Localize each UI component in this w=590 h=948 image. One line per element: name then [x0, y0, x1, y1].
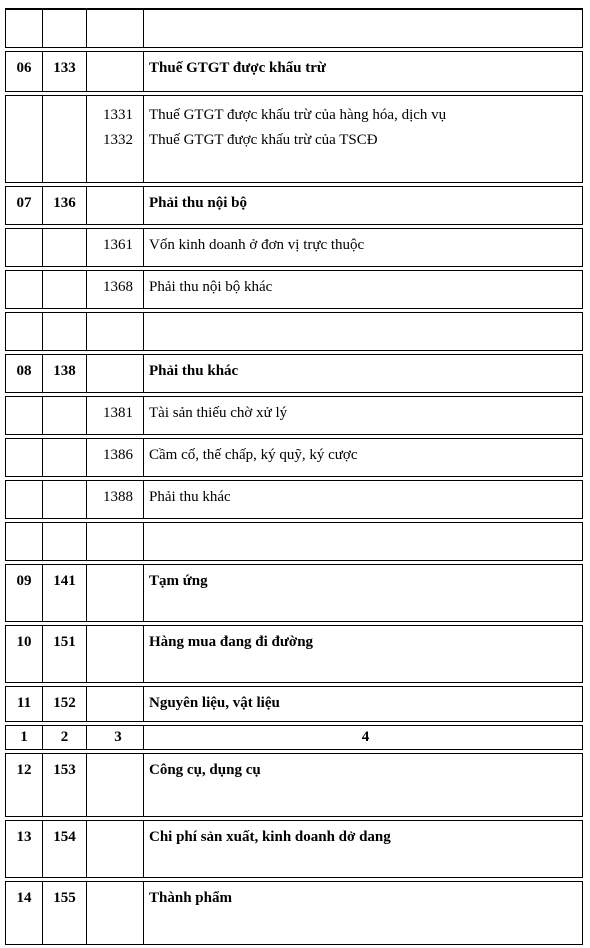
cell-account-level1: [42, 480, 86, 519]
cell-group-number: 06: [5, 51, 42, 92]
cell-account-level2: [86, 522, 143, 561]
cell-account-level1: 151: [42, 625, 86, 683]
cell-account-level2: [86, 753, 143, 817]
cell-account-name: Phải thu nội bộ: [143, 186, 583, 225]
cell-account-name: Tài sản thiếu chờ xử lý: [143, 396, 583, 435]
cell-group-number: 07: [5, 186, 42, 225]
cell-account-name: Chi phí sản xuất, kinh doanh dở dang: [143, 820, 583, 878]
cell-group-number: [5, 270, 42, 309]
cell-account-name: Hàng mua đang đi đường: [143, 625, 583, 683]
cell-account-name: Vốn kinh doanh ở đơn vị trực thuộc: [143, 228, 583, 267]
cell-account-level2: [86, 881, 143, 945]
cell-account-level2: [86, 820, 143, 878]
cell-account-level2: [86, 354, 143, 393]
cell-account-level1: [42, 312, 86, 351]
cell-account-level2: 1331 1332: [86, 95, 143, 183]
cell-account-level1: [42, 228, 86, 267]
cell-account-name: [143, 8, 583, 48]
cell-account-level2: [86, 564, 143, 622]
cell-group-number: [5, 95, 42, 183]
cell-account-level1: [42, 95, 86, 183]
cell-account-level1: 154: [42, 820, 86, 878]
table-row: [5, 438, 583, 477]
table-row: [5, 480, 583, 519]
table-row: [5, 354, 583, 393]
cell-account-level2: [86, 186, 143, 225]
table-body: [5, 8, 583, 945]
chart-of-accounts-table: [5, 5, 583, 948]
table-row: [5, 725, 583, 750]
table-row: [5, 228, 583, 267]
cell-account-level1: [42, 438, 86, 477]
cell-account-name: [143, 312, 583, 351]
table-row: [5, 95, 583, 183]
cell-account-level2: [86, 312, 143, 351]
cell-account-level1: [42, 522, 86, 561]
table-row: [5, 625, 583, 683]
cell-account-level1: 133: [42, 51, 86, 92]
cell-account-level2: 1381: [86, 396, 143, 435]
cell-account-name: Nguyên liệu, vật liệu: [143, 686, 583, 722]
cell-group-number: 1: [5, 725, 42, 750]
cell-group-number: [5, 228, 42, 267]
cell-group-number: 11: [5, 686, 42, 722]
cell-account-level2: 3: [86, 725, 143, 750]
cell-group-number: [5, 522, 42, 561]
cell-account-level1: 153: [42, 753, 86, 817]
table-row: [5, 51, 583, 92]
cell-account-level1: 138: [42, 354, 86, 393]
cell-group-number: [5, 438, 42, 477]
table-row: [5, 753, 583, 817]
cell-group-number: [5, 8, 42, 48]
cell-account-level1: 136: [42, 186, 86, 225]
cell-group-number: 13: [5, 820, 42, 878]
cell-account-level2: [86, 51, 143, 92]
cell-account-name: 4: [143, 725, 583, 750]
cell-account-name: Phải thu nội bộ khác: [143, 270, 583, 309]
cell-account-level2: 1386: [86, 438, 143, 477]
cell-account-name: Thành phẩm: [143, 881, 583, 945]
table-row: [5, 312, 583, 351]
table-row: [5, 820, 583, 878]
cell-account-level2: 1368: [86, 270, 143, 309]
cell-account-level1: 2: [42, 725, 86, 750]
cell-group-number: [5, 480, 42, 519]
table-row: [5, 186, 583, 225]
cell-group-number: 09: [5, 564, 42, 622]
table-row: [5, 686, 583, 722]
cell-account-level1: 155: [42, 881, 86, 945]
accounts-table-container: [5, 5, 583, 948]
table-row: [5, 8, 583, 48]
cell-group-number: [5, 312, 42, 351]
cell-group-number: [5, 396, 42, 435]
cell-account-level1: [42, 396, 86, 435]
table-row: [5, 270, 583, 309]
cell-account-level1: [42, 270, 86, 309]
cell-group-number: 14: [5, 881, 42, 945]
cell-account-level2: [86, 686, 143, 722]
cell-account-level2: [86, 8, 143, 48]
cell-account-name: Cầm cố, thế chấp, ký quỹ, ký cược: [143, 438, 583, 477]
table-row: [5, 522, 583, 561]
cell-account-name: Công cụ, dụng cụ: [143, 753, 583, 817]
cell-account-name: Thuế GTGT được khấu trừ của hàng hóa, dịch vụ Thuế GTGT được khấu trừ của TSCĐ: [143, 95, 583, 183]
cell-account-name: Tạm ứng: [143, 564, 583, 622]
cell-account-name: Phải thu khác: [143, 354, 583, 393]
cell-group-number: 08: [5, 354, 42, 393]
cell-account-level2: 1361: [86, 228, 143, 267]
cell-account-level1: 152: [42, 686, 86, 722]
cell-account-name: Phải thu khác: [143, 480, 583, 519]
table-row: [5, 396, 583, 435]
cell-account-name: [143, 522, 583, 561]
table-row: [5, 564, 583, 622]
cell-account-level1: [42, 8, 86, 48]
cell-group-number: 10: [5, 625, 42, 683]
cell-account-level2: [86, 625, 143, 683]
cell-account-level2: 1388: [86, 480, 143, 519]
cell-account-name: Thuế GTGT được khấu trừ: [143, 51, 583, 92]
cell-account-level1: 141: [42, 564, 86, 622]
table-row: [5, 881, 583, 945]
cell-group-number: 12: [5, 753, 42, 817]
